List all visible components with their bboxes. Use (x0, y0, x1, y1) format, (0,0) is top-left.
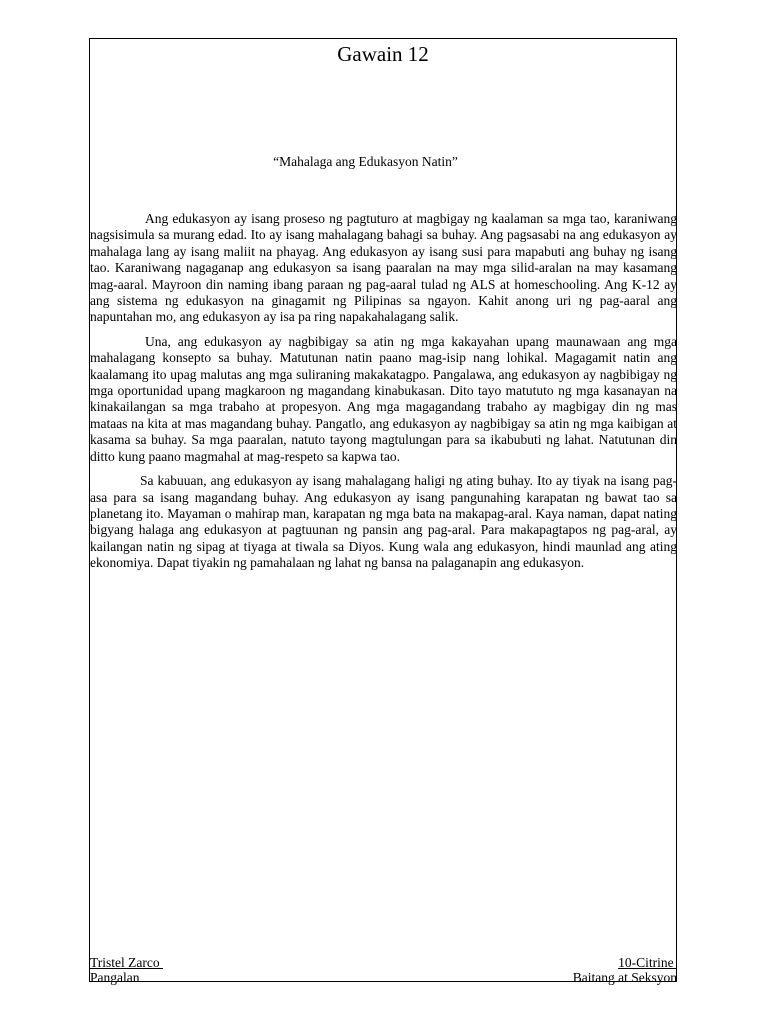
paragraph-2: Una, ang edukasyon ay nagbibigay sa atin ng mga kakayahan upang maunawaan ang mga mahalagang konsepto sa buhay. Matutunan natin paano mag-isip nang lohikal. Magagamit natin ang kaalamang ito upag malutas ang mga suliraning makakatagpo. Pangalawa, ang edukasyon ay nagbibigay ng mga oportunidad upang magkaroon ng magandang kinabukasan. Dito tayo matututo ng mga kasanayan na kinakailangan sa mga trabaho at propesyon. Ang mga magagandang trabaho ay magbigay din ng mas mataas na kita at mas magandang buhay. Pangatlo, ang edukasyon ay nagbibigay sa atin ng mga kaibigan at kasama sa buhay. Sa mga paaralan, natuto tayong magtulungan para sa ikabubuti ng lahat. Natutunan din ditto kung paano magmahal at mag-respeto sa kapwa tao. (90, 333, 677, 464)
paragraph-1: Ang edukasyon ay isang proseso ng pagtuturo at magbigay ng kaalaman sa mga tao, karaniwang nagsisimula sa murang edad. Ito ay isang mahalagang bahagi sa buhay. Ang pagsasabi na ang edukasyon ay mahalaga lang ay isang maliit na phayag. Ang edukasyon ay isang susi para mapabuti ang buhay ng isang tao. Karaniwang nagaganap ang edukasyon sa isang paaralan na may mga silid-aralan na may kasamang mag-aaral. Mayroon din naming ibang paraan ng pag-aaral tulad ng ALS at homeschooling. Ang K-12 ay ang sistema ng edukasyon na ginagamit ng Pilipinas sa ngayon. Kahit anong uri ng pag-aaral ang napuntahan mo, ang edukasyon ay isa pa ring napakahalagang salik. (90, 211, 677, 325)
essay-body (90, 211, 677, 580)
paragraph-3: Sa kabuuan, ang edukasyon ay isang mahalagang haligi ng ating buhay. Ito ay tiyak na isang pag-asa para sa isang magandang buhay. Ang edukasyon ay isang pangunahing karapatan ng bawat tao sa planetang ito. Mayaman o mahirap man, karapatan ng mga bata na makapag-aral. Kaya naman, dapat nating bigyang halaga ang edukasyon at pagtuunan ng pansin ang pag-aral. Para makapagtapos ng pag-aral, ay kailangan natin ng sipag at tiyaga at tiwala sa Diyos. Kung wala ang edukasyon, hindi maunlad ang ating ekonomiya. Dapat tiyakin ng pamahalaan ng lahat ng bansa na palaganapin ang edukasyon. (90, 473, 677, 571)
document-title: Gawain 12 (337, 42, 429, 66)
essay-title: “Mahalaga ang Edukasyon Natin” (273, 154, 458, 169)
student-name: Tristel Zarco (90, 955, 163, 970)
section-block (573, 955, 677, 985)
grade-section: 10-Citrine (618, 955, 677, 970)
section-label: Baitang at Seksyon (572, 970, 677, 985)
name-block (90, 955, 163, 985)
name-label: Pangalan (90, 970, 140, 985)
